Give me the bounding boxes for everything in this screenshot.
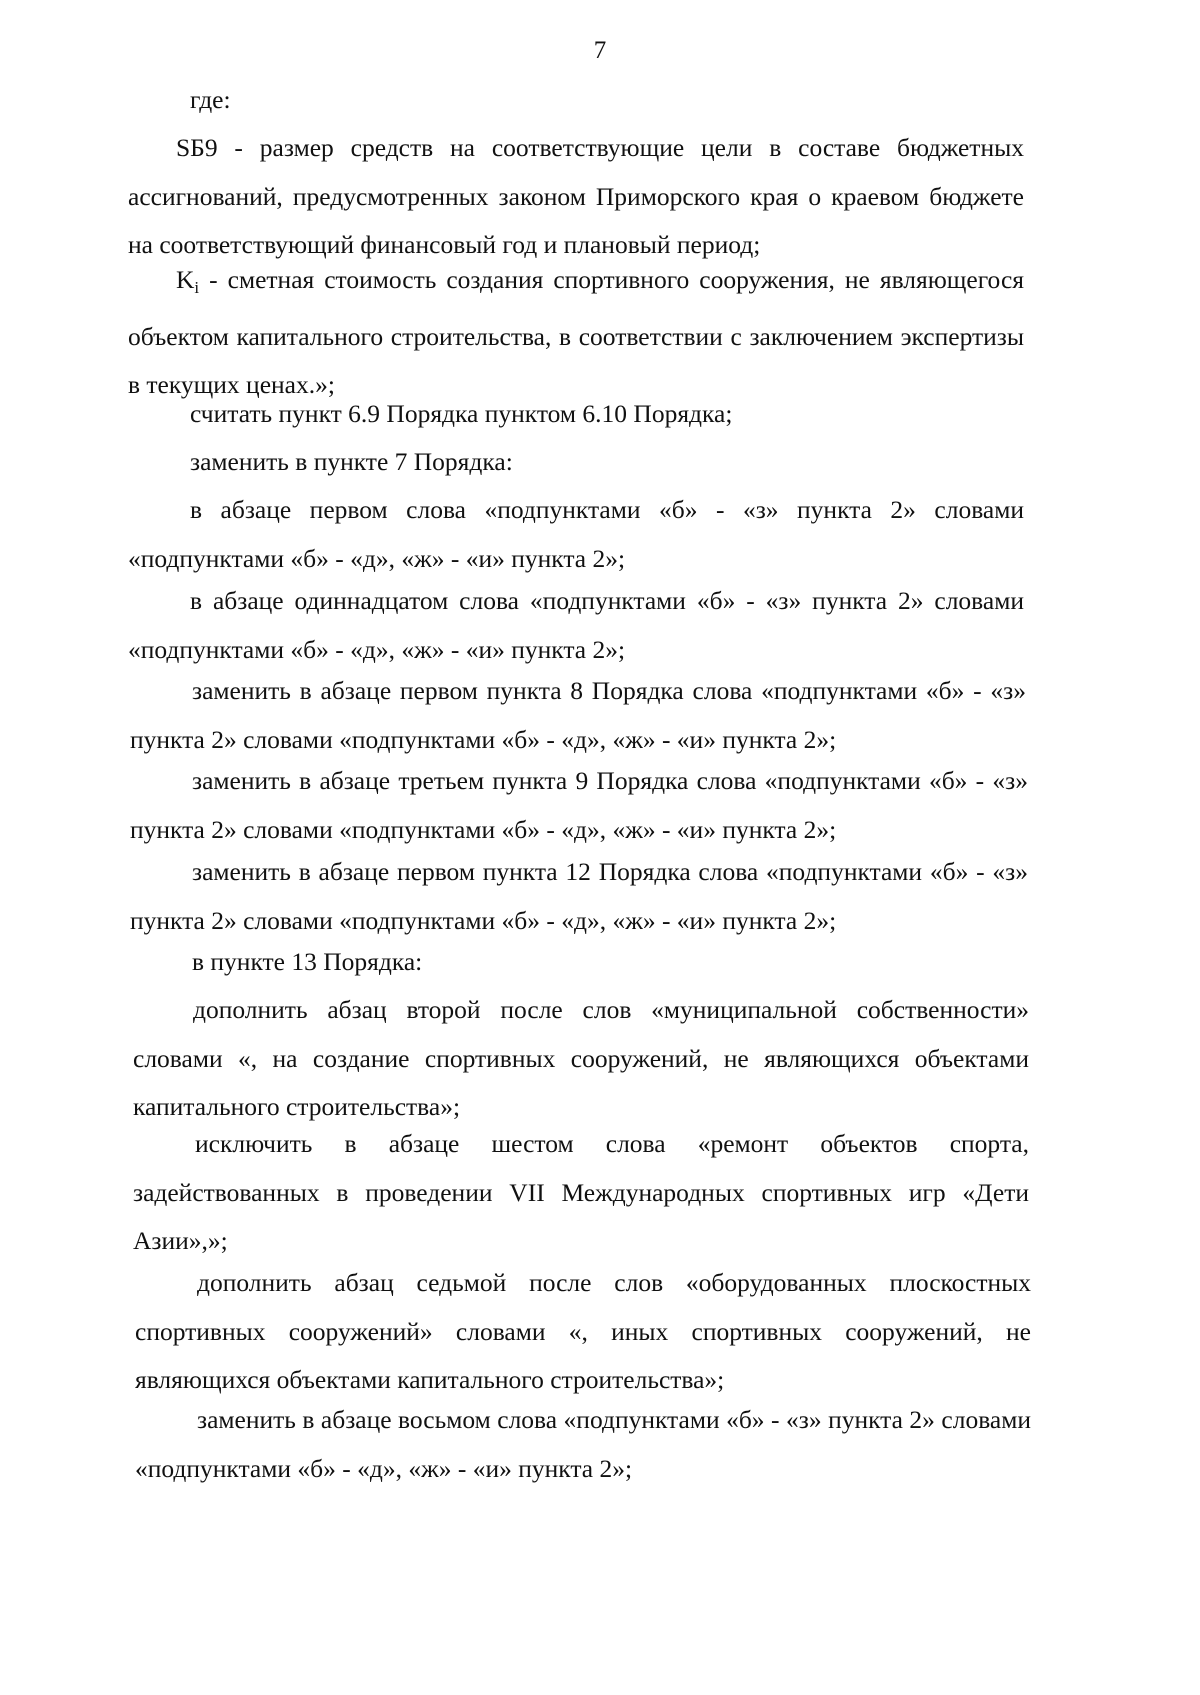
paragraph-point-8: заменить в абзаце первом пункта 8 Порядка слова «подпунктами «б» - «з» пункта 2» словами «подпунктами «б» - «д», «ж» - «и» пункта 2»; bbox=[130, 676, 1026, 754]
paragraph-abzac-second: дополнить абзац второй после слов «муниципальной собственности» словами «, на создание спортивных сооружений, не являющихся объектами капитального строительства»; bbox=[133, 995, 1029, 1121]
ki-text: - сметная стоимость создания спортивного сооружения, не являющегося объектом капитального строительства, в соответствии с заключением экспертизы в текущих ценах.»; bbox=[128, 265, 1024, 399]
paragraph-renumber-6-9: считать пункт 6.9 Порядка пунктом 6.10 Порядка; bbox=[190, 399, 733, 428]
paragraph-ki-definition bbox=[128, 256, 1024, 410]
paragraph-abzac-sixth: исключить в абзаце шестом слова «ремонт объектов спорта, задействованных в проведении VII Международных спортивных игр «Дети Азии»,»; bbox=[133, 1129, 1029, 1255]
paragraph-point-12: заменить в абзаце первом пункта 12 Порядка слова «подпунктами «б» - «з» пункта 2» словами «подпунктами «б» - «д», «ж» - «и» пункта 2»; bbox=[130, 857, 1028, 935]
page-number: 7 bbox=[593, 37, 607, 64]
paragraph-replace-point-7: заменить в пункте 7 Порядка: bbox=[190, 447, 513, 476]
paragraph-first-abzac-point-7: в абзаце первом слова «подпунктами «б» - «з» пункта 2» словами «подпунктами «б» - «д», «ж» - «и» пункта 2»; bbox=[128, 495, 1024, 573]
ki-symbol: K bbox=[176, 265, 195, 294]
paragraph-eleventh-abzac-point-7: в абзаце одиннадцатом слова «подпунктами «б» - «з» пункта 2» словами «подпунктами «б» - «д», «ж» - «и» пункта 2»; bbox=[128, 586, 1024, 664]
paragraph-sb9-definition: SБ9 - размер средств на соответствующие цели в составе бюджетных ассигнований, предусмотренных законом Приморского края о краевом бюджете на соответствующий финансовый год и плановый период; bbox=[128, 133, 1024, 259]
paragraph-abzac-eighth: заменить в абзаце восьмом слова «подпунктами «б» - «з» пункта 2» словами «подпунктами «б» - «д», «ж» - «и» пункта 2»; bbox=[135, 1405, 1031, 1483]
paragraph-point-13-heading: в пункте 13 Порядка: bbox=[192, 947, 423, 976]
paragraph-abzac-seventh: дополнить абзац седьмой после слов «оборудованных плоскостных спортивных сооружений» словами «, иных спортивных сооружений, не являющихся объектами капитального строительства»; bbox=[135, 1268, 1031, 1394]
paragraph-where: где: bbox=[190, 85, 231, 114]
ki-subscript: i bbox=[194, 278, 200, 297]
paragraph-point-9: заменить в абзаце третьем пункта 9 Порядка слова «подпунктами «б» - «з» пункта 2» словами «подпунктами «б» - «д», «ж» - «и» пункта 2»; bbox=[130, 766, 1028, 844]
